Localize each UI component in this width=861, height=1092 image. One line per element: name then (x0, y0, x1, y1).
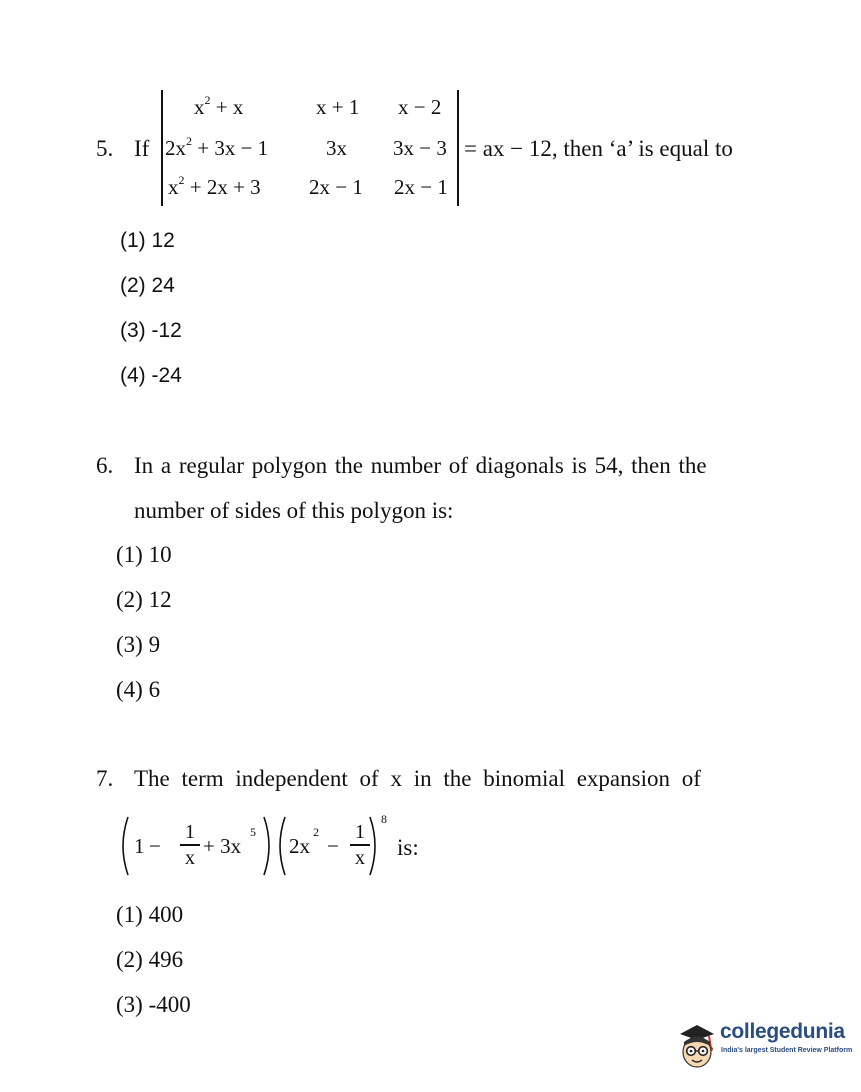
matrix-cell: x + 1 (316, 95, 360, 119)
option[interactable]: (1) 12 (120, 229, 175, 252)
option[interactable]: (1) 10 (116, 542, 172, 567)
option[interactable]: (2) 12 (116, 587, 172, 612)
logo-tagline: India's largest Student Review Platform (721, 1047, 853, 1054)
matrix-cell: $x^2 + 2x + 3$ (168, 173, 261, 199)
option[interactable]: (1) 400 (116, 902, 184, 927)
option[interactable]: (4) 6 (116, 677, 161, 702)
logo-wordmark: collegedunia (720, 1020, 845, 1043)
option[interactable]: (4) -24 (120, 364, 182, 387)
option[interactable]: (3) -400 (116, 992, 191, 1017)
expr-suffix: is: (397, 835, 419, 860)
option[interactable]: (3) -12 (120, 319, 182, 342)
question-number: 5. (96, 136, 114, 161)
determinant-left-bar (161, 90, 163, 206)
expr-power: 8 (381, 812, 387, 826)
expr-square: 2 (313, 825, 319, 839)
matrix-cell: x − 2 (398, 95, 442, 119)
equation-tail: = ax − 12, then ‘a’ is equal to (464, 136, 733, 161)
matrix-cell: $x^2 + x$ (194, 93, 244, 119)
collegedunia-logo (676, 1018, 856, 1074)
matrix-cell: 2x − 1 (309, 175, 363, 199)
option[interactable]: (2) 496 (116, 947, 184, 972)
determinant-right-bar (457, 90, 459, 206)
matrix-cell: 2x − 1 (394, 175, 448, 199)
question-text: The term independent of x in the binomial expansion of (134, 766, 701, 791)
matrix-cell: $2x^2 + 3x - 1$ (165, 134, 269, 160)
student-mascot-icon (676, 1020, 718, 1072)
question-number: 6. (96, 453, 114, 478)
expr-plus-term: + 3x (203, 834, 242, 858)
expr-minus: − (149, 834, 161, 858)
left-paren (273, 815, 287, 877)
option[interactable]: (3) 9 (116, 632, 161, 657)
if-label: If (134, 136, 150, 161)
fraction: 1 x (350, 822, 370, 868)
matrix-cell: 3x (326, 136, 347, 160)
question-text: In a regular polygon the number of diagonals is 54, then the (134, 453, 707, 478)
fraction: 1 x (180, 822, 200, 868)
question-number: 7. (96, 766, 114, 791)
right-paren (368, 815, 382, 877)
option[interactable]: (2) 24 (120, 274, 175, 297)
left-paren (116, 815, 130, 877)
expr-base: 2x (289, 834, 310, 858)
question-text: number of sides of this polygon is: (134, 498, 454, 523)
matrix-cell: 3x − 3 (393, 136, 447, 160)
expr-exponent: 5 (250, 825, 256, 839)
expr-minus: − (327, 834, 339, 858)
expr-one: 1 (134, 834, 145, 858)
